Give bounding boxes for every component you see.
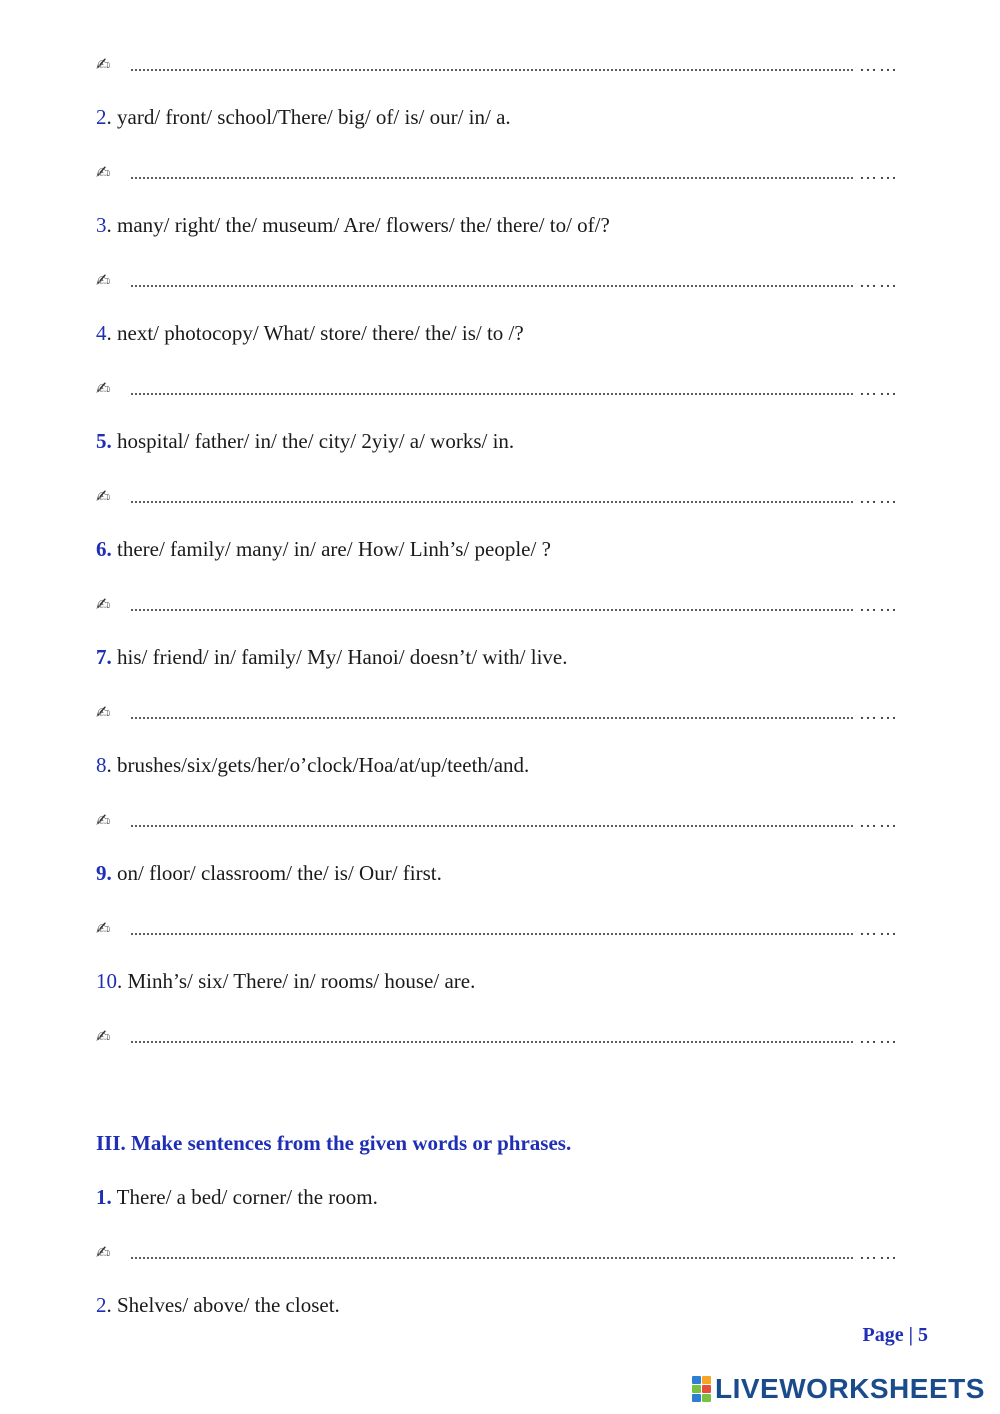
item-separator: . <box>106 321 112 345</box>
item-text: hospital/ father/ in/ the/ city/ 2yiy/ a/ works/ in. <box>111 429 515 453</box>
pencil-icon: ✍ <box>96 811 111 831</box>
pencil-icon: ✍ <box>96 1243 111 1263</box>
item-number: 3 <box>96 213 107 237</box>
exercise-item <box>96 536 551 562</box>
answer-dots <box>130 609 853 611</box>
answer-dots <box>130 825 853 827</box>
exercise-item <box>96 428 514 454</box>
logo-cell <box>692 1376 701 1384</box>
item-number: 10 <box>96 969 117 993</box>
item-number: 1. <box>96 1185 112 1209</box>
item-text: Minh’s/ six/ There/ in/ rooms/ house/ are. <box>122 969 476 993</box>
pencil-icon: ✍ <box>96 163 111 183</box>
pencil-icon: ✍ <box>96 487 111 507</box>
answer-line[interactable] <box>96 484 899 510</box>
answer-tail: …… <box>859 487 899 507</box>
liveworksheets-logo-icon <box>692 1376 712 1402</box>
logo-cell <box>702 1385 711 1393</box>
exercise-item <box>96 320 524 346</box>
answer-tail: …… <box>859 919 899 939</box>
page-number: Page | 5 <box>862 1324 928 1346</box>
exercise-item <box>96 860 442 886</box>
pencil-icon: ✍ <box>96 1027 111 1047</box>
answer-line[interactable] <box>96 1024 899 1050</box>
exercise-item <box>96 212 610 238</box>
exercise-item <box>96 1292 340 1318</box>
answer-tail: …… <box>859 271 899 291</box>
item-text: many/ right/ the/ museum/ Are/ flowers/ the/ there/ to/ of/? <box>111 213 610 237</box>
logo-cell <box>702 1394 711 1402</box>
answer-dots <box>130 1257 853 1259</box>
answer-tail: …… <box>859 703 899 723</box>
answer-tail: …… <box>859 811 899 831</box>
answer-dots <box>130 933 853 935</box>
pencil-icon: ✍ <box>96 271 111 291</box>
answer-line[interactable] <box>96 592 899 618</box>
item-text: on/ floor/ classroom/ the/ is/ Our/ first. <box>111 861 442 885</box>
item-separator: . <box>106 105 112 129</box>
exercise-item <box>96 1184 378 1210</box>
answer-dots <box>130 285 853 287</box>
answer-line[interactable] <box>96 916 899 942</box>
answer-line[interactable] <box>96 1240 899 1266</box>
answer-dots <box>130 69 853 71</box>
logo-cell <box>702 1376 711 1384</box>
answer-line[interactable] <box>96 376 899 402</box>
section-title: III. Make sentences from the given words or phrases. <box>96 1131 572 1155</box>
brand-logo[interactable] <box>692 1374 985 1404</box>
answer-line[interactable] <box>96 700 899 726</box>
brand-name: LIVEWORKSHEETS <box>715 1373 985 1404</box>
answer-tail: …… <box>859 595 899 615</box>
item-number: 8 <box>96 753 107 777</box>
item-text: Shelves/ above/ the closet. <box>111 1293 340 1317</box>
answer-tail: …… <box>859 1243 899 1263</box>
answer-dots <box>130 1041 853 1043</box>
item-text: next/ photocopy/ What/ store/ there/ the/ is/ to /? <box>111 321 524 345</box>
answer-line[interactable] <box>96 52 899 78</box>
item-separator: . <box>117 969 123 993</box>
item-text: there/ family/ many/ in/ are/ How/ Linh’s/ people/ ? <box>111 537 551 561</box>
item-text: yard/ front/ school/There/ big/ of/ is/ our/ in/ a. <box>111 105 511 129</box>
answer-dots <box>130 177 853 179</box>
logo-cell <box>692 1385 701 1393</box>
item-separator: . <box>106 753 112 777</box>
answer-dots <box>130 717 853 719</box>
item-text: There/ a bed/ corner/ the room. <box>111 1185 378 1209</box>
answer-tail: …… <box>859 163 899 183</box>
pencil-icon: ✍ <box>96 919 111 939</box>
answer-dots <box>130 501 853 503</box>
exercise-item <box>96 968 475 994</box>
item-text: his/ friend/ in/ family/ My/ Hanoi/ doesn’t/ with/ live. <box>111 645 568 669</box>
answer-dots <box>130 393 853 395</box>
answer-tail: …… <box>859 379 899 399</box>
item-text: brushes/six/gets/her/o’clock/Hoa/at/up/teeth/and. <box>111 753 530 777</box>
exercise-item <box>96 752 529 778</box>
item-separator: . <box>106 213 112 237</box>
exercise-item <box>96 644 568 670</box>
item-number: 2 <box>96 105 107 129</box>
item-number: 7. <box>96 645 112 669</box>
item-number: 9. <box>96 861 112 885</box>
item-number: 5. <box>96 429 112 453</box>
answer-line[interactable] <box>96 268 899 294</box>
exercise-item <box>96 104 511 130</box>
pencil-icon: ✍ <box>96 595 111 615</box>
item-separator: . <box>106 1293 112 1317</box>
answer-line[interactable] <box>96 808 899 834</box>
answer-tail: …… <box>859 1027 899 1047</box>
answer-tail: …… <box>859 55 899 75</box>
item-number: 2 <box>96 1293 107 1317</box>
answer-line[interactable] <box>96 160 899 186</box>
pencil-icon: ✍ <box>96 703 111 723</box>
pencil-icon: ✍ <box>96 55 111 75</box>
item-number: 4 <box>96 321 107 345</box>
pencil-icon: ✍ <box>96 379 111 399</box>
logo-cell <box>692 1394 701 1402</box>
item-number: 6. <box>96 537 112 561</box>
